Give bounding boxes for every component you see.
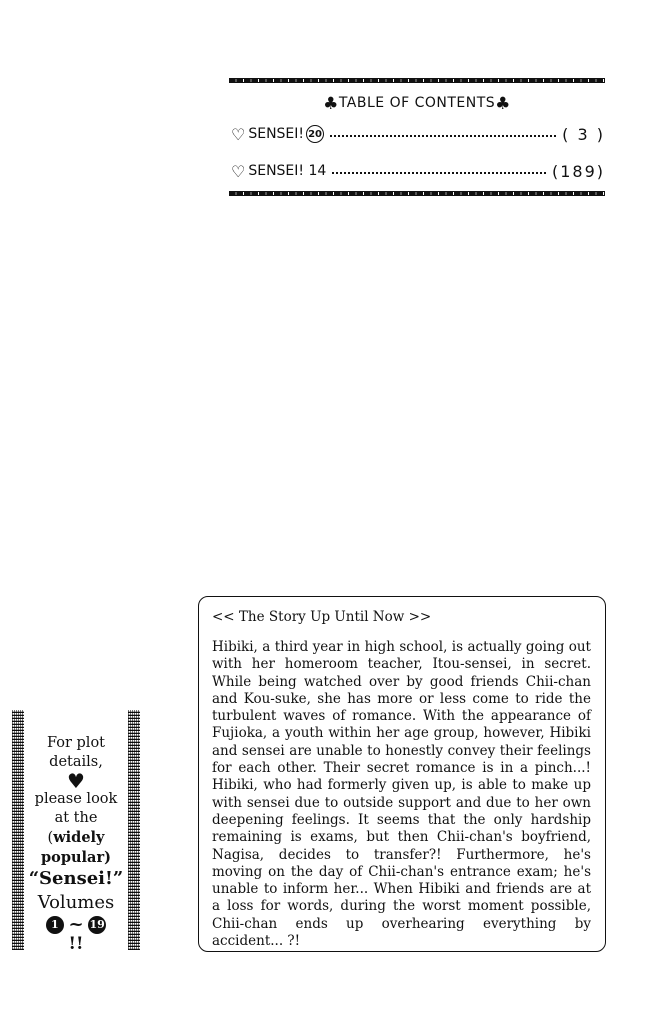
story-text: Hibiki, a third year in high school, is actually going out with her homeroom teacher, Itou-sensei, in secret. While being watched over by good friends Chii-chan and Kou-suke, she has more or less come to ride the turbulent waves of romance. With the appearance of Fujioka, a youth within her age group, however, Hibiki and sensei are unable to honestly convey their feelings for each other. Their secret romance is in a pinch...! Hibiki, who had formerly given up, is able to make up with sensei due to outside support and due to her own deepening feelings. It seems that the only hardship remaining is exams, but then Chii-chan's boyfriend, Nagisa, decides to transfer?! Furthermore, he's moving on the day of Chii-chan's entrance exam; he's unable to inform her... When Hibiki and friends are at a loss for words, during the worst moment possible, Chii-chan ends up overhearing everything by accident... ?!: [212, 639, 591, 950]
toc-bottom-rule: [229, 191, 605, 196]
table-of-contents: [229, 78, 605, 198]
toc-title: [229, 94, 605, 114]
toc-page-number: ( 3 ): [562, 124, 605, 144]
note-line: details,: [49, 754, 103, 770]
plot-note-text: [24, 734, 128, 953]
range-separator: ~: [68, 914, 84, 935]
toc-page-number: (189): [551, 161, 605, 181]
story-summary-box: [198, 596, 606, 952]
left-screentone-stripe: [12, 710, 24, 950]
note-line: For plot: [46, 735, 105, 751]
volumes-label: Volumes: [37, 892, 115, 913]
note-line: please look: [34, 791, 118, 807]
note-line: at the: [54, 810, 98, 826]
widely-text: widely: [53, 829, 105, 846]
note-line: popular): [41, 849, 111, 866]
note-line-widely: [24, 828, 128, 848]
story-heading: << The Story Up Until Now >>: [212, 609, 432, 625]
toc-entry-label: SENSEI!: [248, 126, 305, 142]
exclamation: !!: [68, 933, 84, 954]
series-title: “Sensei!”: [28, 868, 124, 889]
leader-dots: [332, 172, 546, 174]
paren: (: [47, 830, 54, 846]
club-icon: ♣: [495, 94, 511, 114]
toc-title-text: TABLE OF CONTENTS: [338, 95, 496, 111]
toc-entry-2: [231, 160, 605, 182]
toc-top-rule: [229, 78, 605, 83]
toc-entry-label: SENSEI! 14: [248, 163, 327, 179]
heart-filled-icon: ♥: [67, 769, 85, 793]
volume-range: [24, 915, 128, 935]
range-end-badge: 19: [88, 916, 106, 934]
plot-details-note: [12, 710, 140, 954]
range-start-badge: 1: [46, 916, 64, 934]
volume-number-badge: 20: [306, 125, 324, 143]
right-screentone-stripe: [128, 710, 140, 950]
heart-outline-icon: ♡: [231, 161, 246, 181]
club-icon: ♣: [323, 94, 339, 114]
toc-entry-1: [231, 123, 605, 145]
leader-dots: [330, 135, 556, 137]
heart-outline-icon: ♡: [231, 124, 246, 144]
